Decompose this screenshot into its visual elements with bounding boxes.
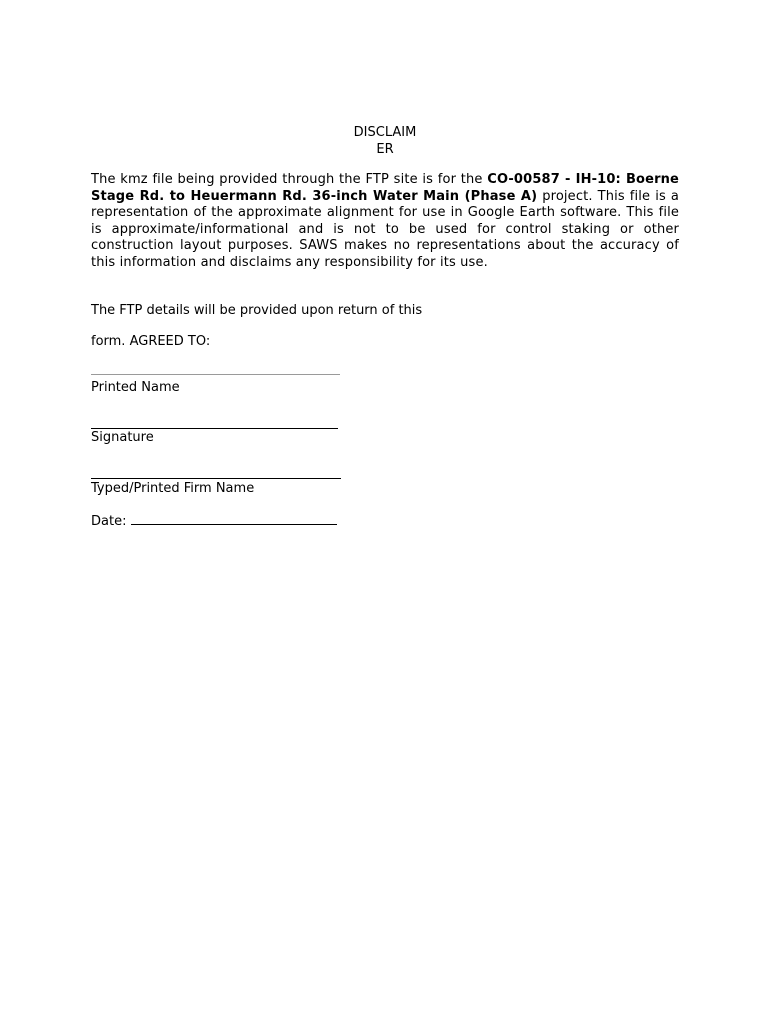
- printed-name-label: Printed Name: [91, 380, 180, 395]
- agreed-to-line: form. AGREED TO:: [91, 334, 211, 349]
- signature-line[interactable]: [91, 428, 338, 429]
- paragraph-intro: The kmz file being provided through the FTP site is for the: [91, 172, 488, 187]
- title-line-2: ER: [376, 142, 394, 157]
- project-name: CO-00587 - IH-10: Boerne Stage Rd. to Heuermann Rd. 36-inch Water Main (Phase A): [91, 172, 679, 204]
- date-label: Date:: [91, 514, 127, 529]
- date-line[interactable]: [131, 512, 337, 525]
- signature-label: Signature: [91, 430, 154, 445]
- disclaimer-paragraph: [91, 172, 679, 272]
- printed-name-signature-line[interactable]: [91, 374, 340, 375]
- document-title: [335, 124, 435, 158]
- date-row: [91, 512, 337, 530]
- title-line-1: DISCLAIM: [353, 125, 417, 140]
- paragraph-rest: project. This file is a representation of the approximate alignment for use in Google Earth software. This file is approximate/informational and is not to be used for control staking or other construction layout purposes. SAWS makes no representations about the accuracy of this information and disclaims any responsibility for its use.: [91, 188, 679, 270]
- firm-name-line[interactable]: [91, 478, 341, 479]
- ftp-details-line: The FTP details will be provided upon return of this: [91, 303, 423, 318]
- firm-name-label: Typed/Printed Firm Name: [91, 481, 255, 496]
